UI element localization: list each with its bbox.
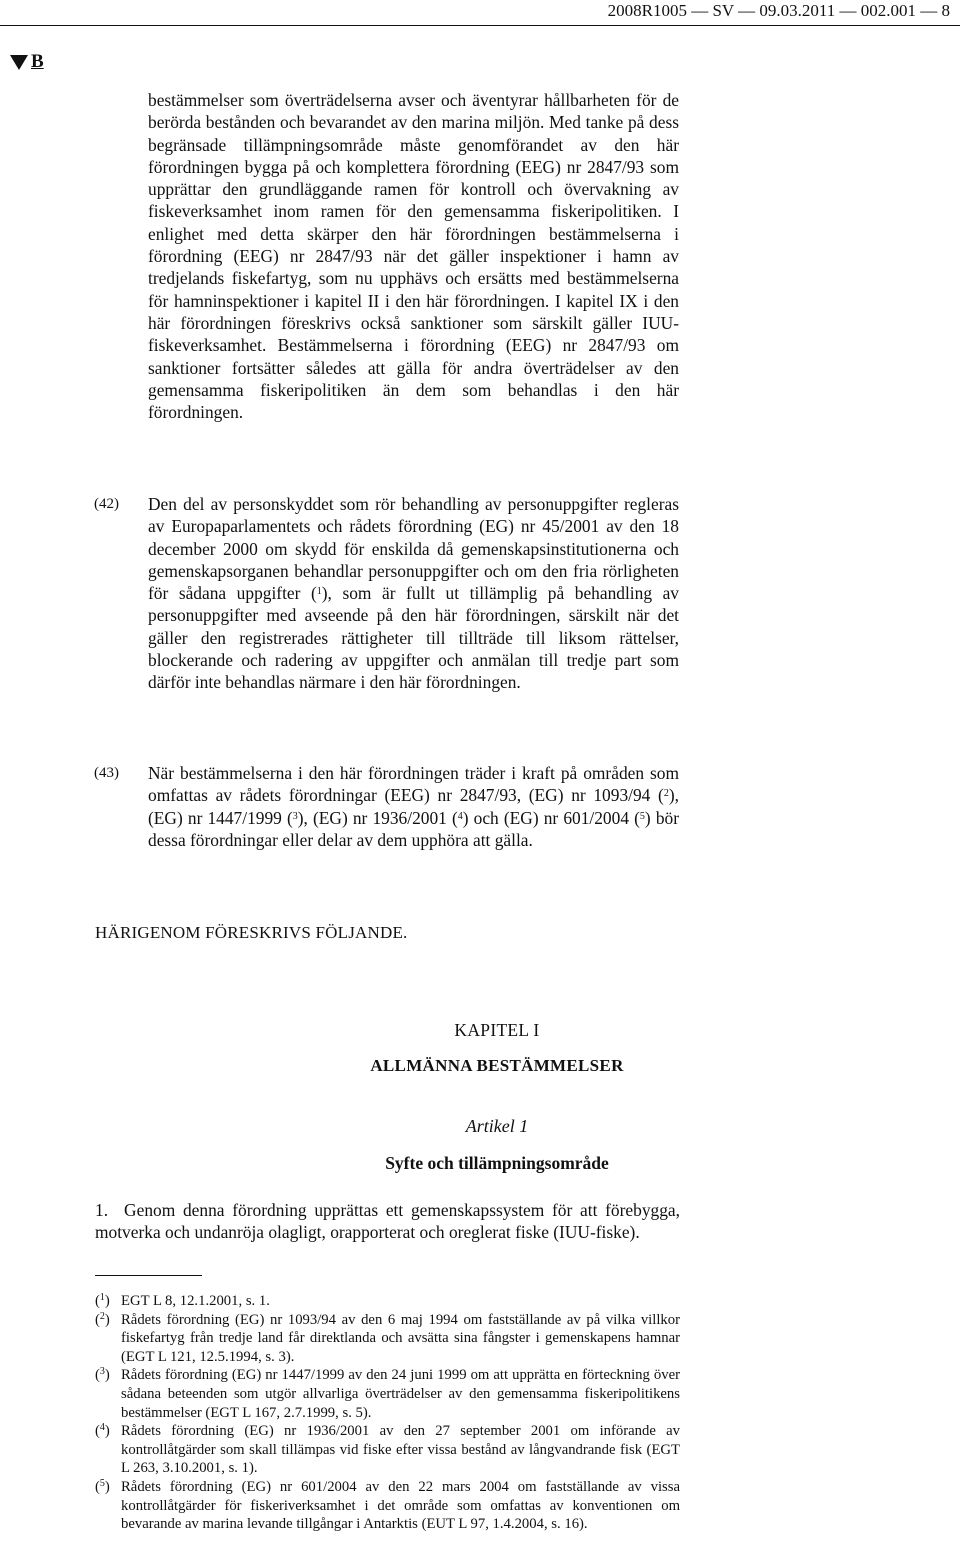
enacting-formula: HÄRIGENOM FÖRESKRIVS FÖLJANDE. [95,923,408,942]
article-paragraph-1 [95,1199,680,1244]
footnote-ref-2[interactable]: 2 [663,788,669,800]
footnote-2 [95,1311,680,1367]
page-header: 2008R1005 — SV — 09.03.2011 — 002.001 — 8 [607,1,950,20]
article-paragraph-text: Genom denna förordning upprättas ett gemenskapssystem för att förebygga, motverka och undanröja olagligt, orapporterat och oreglerat fiske (IUU-fiske). [95,1200,680,1243]
recital-43-t4: ) och (EG) nr 601/2004 ( [462,807,640,828]
footnote-number: ($^4$) [95,1422,110,1440]
recital-43-t3: ), (EG) nr 1936/2001 ( [297,807,458,828]
footnote-4 [95,1422,680,1478]
footnote-separator [95,1275,202,1276]
footnote-text: Rådets förordning (EG) nr 1093/94 av den 6 maj 1994 om fastställande av på vilka villkor fiskefartyg från tredje land får direktlanda och avsätta sina fångster i gemenskapens hamnar (EGT L 121, 12.5.1994, s. 3). [121,1311,680,1365]
footnote-5 [95,1478,680,1534]
triangle-down-icon [10,55,28,70]
chapter-title: ALLMÄNNA BESTÄMMELSER [370,1056,624,1075]
footnote-3 [95,1366,680,1422]
recital-43-text [148,762,679,851]
footnote-text: Rådets förordning (EG) nr 1447/1999 av den 24 juni 1999 om att upprätta en förteckning över sådana beteenden som utgör allvarliga överträdelser av den gemensamma fiskeripolitikens bestämmelser (EGT L 167, 2.7.1999, s. 5). [121,1367,680,1421]
footnote-ref-4[interactable]: 4 [457,810,463,822]
recital-42-text [148,493,679,694]
footnotes [95,1292,680,1534]
recital-43-t5: ) bör dessa förordningar eller delar av dem upphöra att gälla. [148,807,679,850]
footnote-number: ($^1$) [95,1292,110,1309]
footnote-text: Rådets förordning (EG) nr 601/2004 av den 22 mars 2004 om fastställande av vissa kontrollåtgärder för fiskeriverksamhet i det område som omfattas av konventionen om bevarande av marina levande tillgångar i Antarktis (EUT L 97, 1.4.2004, s. 16). [121,1478,680,1533]
article-label: Artikel 1 [465,1116,529,1136]
footnote-number: ($^3$) [95,1366,110,1384]
intro-paragraph: bestämmelser som överträdelserna avser och äventyrar hållbarheten för de berörda bestånden och bevarandet av den marina miljön. Med tanke på dess begränsade tillämpningsområde måste genomförandet av den här förordningen bygga på och komplettera förordning (EEG) nr 2847/93 som upprättar den grundläggande ramen för kontroll och övervakning av fiskeverksamhet inom ramen för den gemensamma fiskeripolitiken. I enlighet med detta skärper den här förordningen bestämmelserna i förordning (EEG) nr 2847/93 när det gäller inspektioner i hamn av tredjelands fiskefartyg, som nu upphävs och ersätts med bestämmelserna för hamninspektioner i kapitel II i den här förordningen. I kapitel IX i den här förordningen föreskrivs också sanktioner som särskilt gäller IUU-fiskeverksamhet. Bestämmelserna i förordning (EEG) nr 2847/93 om sanktioner fortsätter således att gälla för andra överträdelser av den gemensamma fiskeripolitiken än dem som behandlas i den här förordningen. [148,90,679,423]
article-paragraph-number: 1. [95,1200,109,1220]
amendment-marker [10,52,44,72]
chapter-label: KAPITEL I [454,1020,540,1040]
footnote-number: ($^5$) [95,1477,110,1495]
recital-42-number: (42) [94,496,119,512]
marker-letter: B [31,51,44,72]
footnote-ref-5[interactable]: 5 [639,810,645,822]
footnote-1 [95,1292,680,1311]
footnote-ref-1[interactable]: 1 [316,586,322,598]
header-rule [0,25,960,26]
footnote-number: ($^2$) [95,1310,110,1328]
recital-42-text-a: Den del av personskyddet som rör behandling av personuppgifter regleras av Europaparlamentets och rådets förordning (EG) nr 45/2001 av den 18 december 2000 om skydd för enskilda då gemenskapsinstitutionerna och gemenskapsorganen behandlar personuppgifter och om den fria rörligheten för sådana uppgifter ( [148,494,679,604]
recital-43-t1: När bestämmelserna i den här förordningen träder i kraft på områden som omfattas av rådets förordningar (EEG) nr 2847/93, (EG) nr 1093/94 ( [148,763,679,806]
footnote-text: Rådets förordning (EG) nr 1936/2001 av den 27 september 2001 om införande av kontrollåtgärder som skall tillämpas vid fiske efter vissa bestånd av långvandrande fisk (EGT L 263, 3.10.2001, s. 1). [121,1423,680,1477]
recital-43-t2: ), (EG) nr 1447/1999 ( [148,785,679,828]
article-title: Syfte och tillämpningsområde [385,1153,609,1173]
footnote-ref-3[interactable]: 3 [292,810,298,822]
footnote-text: EGT L 8, 12.1.2001, s. 1. [121,1293,270,1309]
recital-43-number: (43) [94,765,119,781]
recital-42-text-b: ), som är fullt ut tillämplig på behandling av personuppgifter med avseende på den här förordningen, särskilt när det gäller den registrerades rättigheter till tillträde till liksom rättelser, blockerande och radering av uppgifter och anmälan till tredje part som därför inte behandlas närmare i den här förordningen. [148,583,679,693]
